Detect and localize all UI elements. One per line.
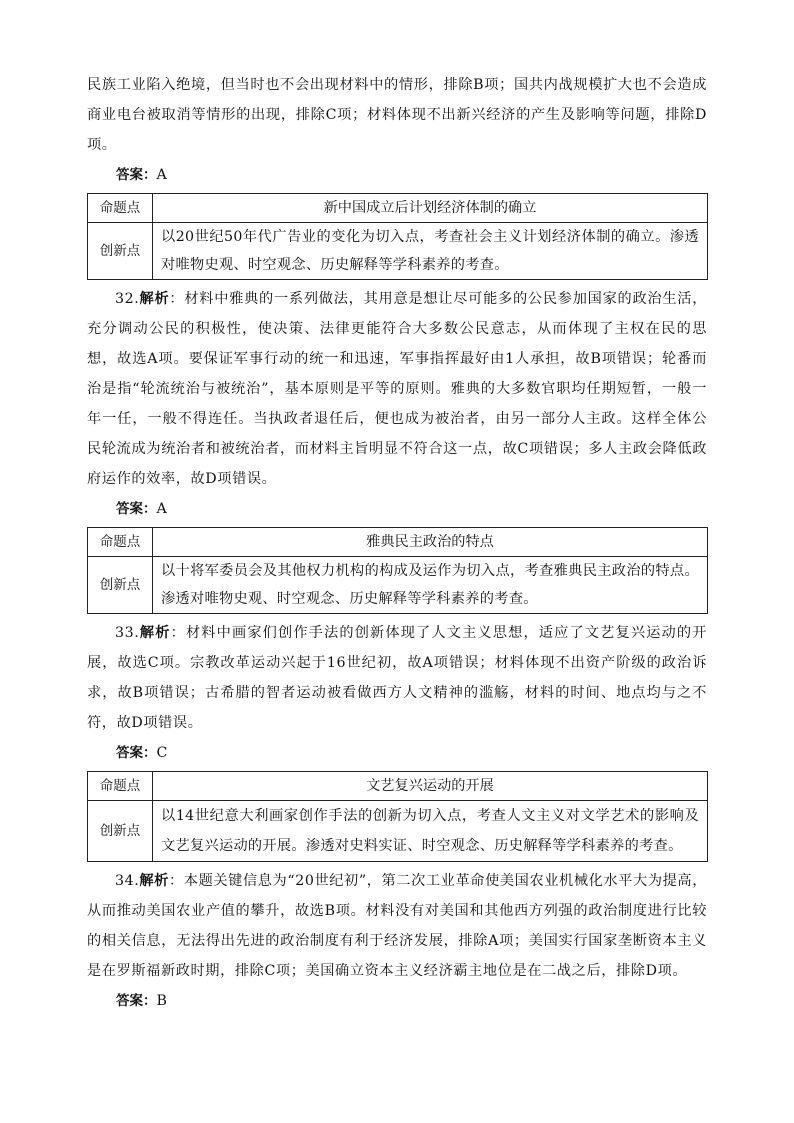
answer-line-31 (87, 160, 707, 190)
answer-label: 答案： (116, 745, 157, 761)
answer-value: A (156, 167, 167, 183)
explanation-text: ：材料中雅典的一系列做法，其用意是想让尽可能多的公民参加国家的政治生活，充分调动公民的积极性，使决策、法律更能符合大多数公民意志，从而体现了主权在民的思想，故选A项。要保证军事行动的统一和迅速，军事指挥最好由1人承担，故B项错误；轮番而治是指“轮流统治与被统治”，基本原则是平等的原则。雅典的大多数官职均任期短暂，一般一年一任，一般不得连任。当执政者退任后，便也成为被治者，由另一部分人主政。这样全体公民轮流成为统治者和被统治者，而材料主旨明显不符合这一点，故C项错误；多人主政会降低政府运作的效率，故D项错误。 (87, 291, 707, 487)
analysis-table-31 (87, 193, 708, 280)
answer-line-33 (87, 738, 707, 768)
answer-label: 答案： (116, 501, 157, 517)
innovation-label: 创新点 (88, 557, 153, 614)
answer-value: C (156, 745, 168, 761)
explanation-text: ：材料中画家们创作手法的创新体现了人文主义思想，适应了文艺复兴运动的开展，故选C项。宗教改革运动兴起于16世纪初，故A项错误；材料体现不出资产阶级的政治诉求，故B项错误；古希腊的智者运动被看做西方人文精神的滥觞，材料的时间、地点均与之不符，故D项错误。 (87, 625, 707, 731)
question-number: 33. (115, 625, 140, 641)
explanation-text: ：本题关键信息为“20世纪初”，第二次工业革命使美国农业机械化水平大为提高，从而推动美国农业产值的攀升，故选B项。材料没有对美国和其他西方列强的政治制度进行比较的相关信息，无法得出先进的政治制度有利于经济发展，排除A项；美国实行国家垄断资本主义是在罗斯福新政时期，排除C项；美国确立资本主义经济霸主地位是在二战之后，排除D项。 (87, 873, 707, 979)
intro-paragraph: 民族工业陷入绝境，但当时也不会出现材料中的情形，排除B项；国共内战规模扩大也不会造成商业电台被取消等情形的出现，排除C项；材料体现不出新兴经济的产生及影响等问题，排除D项。 (87, 77, 707, 153)
topic-label: 命题点 (88, 528, 153, 557)
answer-label: 答案： (116, 167, 157, 183)
answer-label: 答案： (116, 993, 157, 1009)
innovation-value: 以十将军委员会及其他权力机构的构成及运作为切入点，考查雅典民主政治的特点。渗透对唯物史观、时空观念、历史解释等学科素养的考查。 (153, 557, 708, 614)
innovation-value: 以14世纪意大利画家创作手法的创新为切入点，考查人文主义对文学艺术的影响及文艺复兴运动的开展。渗透对史料实证、时空观念、历史解释等学科素养的考查。 (153, 801, 708, 862)
question-number: 34. (115, 873, 140, 889)
innovation-value: 以20世纪50年代广告业的变化为切入点，考查社会主义计划经济体制的确立。渗透对唯物史观、时空观念、历史解释等学科素养的考查。 (153, 223, 708, 280)
innovation-label: 创新点 (88, 223, 153, 280)
analysis-table-32 (87, 527, 708, 614)
innovation-label: 创新点 (88, 801, 153, 862)
topic-label: 命题点 (88, 772, 153, 801)
explanation-label: 解析 (139, 625, 171, 641)
answer-line-32 (87, 494, 707, 524)
answer-line-34 (87, 986, 707, 1016)
topic-value: 新中国成立后计划经济体制的确立 (153, 194, 708, 223)
explanation-label: 解析 (139, 291, 170, 307)
answer-value: A (156, 501, 167, 517)
topic-value: 文艺复兴运动的开展 (153, 772, 708, 801)
answer-value: B (156, 993, 167, 1009)
question-number: 32. (115, 291, 140, 307)
document-page (87, 70, 707, 1016)
explanation-34 (87, 866, 707, 986)
topic-value: 雅典民主政治的特点 (153, 528, 708, 557)
explanation-33 (87, 618, 707, 738)
explanation-label: 解析 (139, 873, 169, 889)
analysis-table-33 (87, 771, 708, 862)
topic-label: 命题点 (88, 194, 153, 223)
explanation-32 (87, 284, 707, 494)
